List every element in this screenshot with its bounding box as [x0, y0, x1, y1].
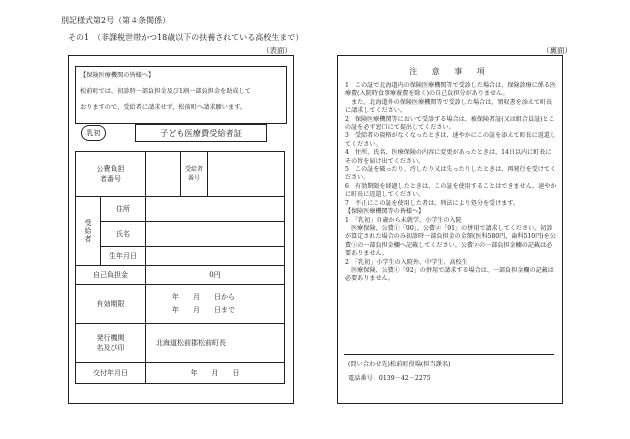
dob-field[interactable] — [146, 247, 285, 266]
contact-title: (問い合わせ先)松前町役場(担当課名) — [348, 361, 451, 368]
payer-number-label: 公費負担 者番号 — [76, 152, 146, 197]
note-item: 1 この証で北海道内の保険医療機関等で受診した場合は、保険診療に係る医療費(入院時食事療養費を除く)の自己負担分がありません。 — [345, 82, 557, 98]
form-reference: 別記様式第2号（第４条関係） — [61, 16, 171, 25]
front-side-label: （表面） — [262, 46, 292, 55]
provider-note-item: 2 「乳初」小学生の入院外、中学生、高校生 — [345, 258, 468, 266]
provider-notice-box — [75, 66, 287, 124]
form-subtitle: その1 （非課税世帯かつ18歳以下の扶養されている高校生まで） — [68, 33, 304, 42]
note-item: 3 受給者の資格がなくなったときは、速やかにこの証を添えて町長に返還してください。 — [345, 132, 557, 148]
recipient-table — [75, 151, 285, 384]
front-card — [68, 55, 294, 404]
provider-note-item: 医療保険、公費①「90」、公費②「91」の併用で請求してください。初診が算定された場合のみ初診時一部負担金の金額(医科580円、歯科510円)を公費①の一部負担金欄へ記載してください。公費②の一部負担金欄の記載は必要ありません。 — [345, 224, 556, 258]
provider-note-item: 1 「乳初」０歳から未就学、小学生の入院 — [345, 216, 462, 224]
address-field[interactable] — [146, 197, 285, 222]
provider-note-item: 医療保険、公費①「92」の併用で請求する場合は、一部負担金欄の記載は必要ありません。 — [345, 266, 554, 283]
address-label: 住所 — [101, 197, 146, 222]
payer-number-field[interactable] — [146, 152, 181, 197]
valid-period-label: 有効期限 — [76, 285, 146, 324]
contact-box — [344, 354, 554, 393]
issuer-value: 北海道松前郡松前町長 — [146, 324, 285, 363]
note-item: 2 保険医療機関等において受診する場合は、被保険者証(又は組合員証)とこの証を必ず窓口にて提出してください。 — [345, 115, 555, 132]
dob-label: 生年月日 — [101, 247, 146, 266]
recipient-number-field[interactable] — [208, 152, 285, 197]
issuer-label: 発行機関 名及び印 — [76, 324, 146, 363]
note-item: 5 この証を破ったり、汚したり又は失ったりしたときは、再発行を受けてください。 — [345, 166, 557, 182]
notice-line-2: おりますので、受給者に請求せず、松前町へ請求願います。 — [80, 104, 246, 111]
note-item: 4 住所、氏名、医療保険の内容に変更があったときは、14日以内に町長にその旨を届け出てください。 — [345, 149, 552, 165]
issue-date-label: 交付年月日 — [76, 363, 146, 384]
notice-title: 【保険医療機関の皆様へ】 — [80, 72, 155, 79]
provider-notes-title: 【保険医療機関等の皆様へ】 — [345, 208, 425, 216]
name-label: 氏名 — [101, 222, 146, 247]
recipient-number-label: 受給者 番号 — [181, 152, 208, 197]
issue-date-value: 年 月 日 — [146, 363, 285, 384]
note-item: また、北海道外の保険医療機関等で受診した場合は、領収書を添えて町長に請求してください。 — [345, 98, 553, 115]
card-title: 子ども医療費受給者証 — [135, 124, 267, 142]
seal-label: 乳初 — [81, 125, 106, 141]
back-side-label: （裏面） — [542, 46, 572, 55]
title-row — [75, 124, 285, 141]
note-item: 7 不正にこの証を使用した者は、刑法により処分を受けます。 — [345, 199, 520, 207]
recipient-section-label: 受給者 — [76, 197, 101, 266]
notes-list — [345, 82, 557, 284]
copay-label: 自己負担金 — [76, 266, 146, 285]
notice-line-1: 松前町では、初診時一部負担金及び1割一部負担金を助成して — [80, 88, 251, 95]
valid-from: 年 月 日から — [172, 292, 235, 301]
notes-title: 注 意 事 項 — [409, 67, 491, 76]
copay-value: 0円 — [146, 266, 285, 285]
name-field[interactable] — [146, 222, 285, 247]
valid-period-value — [146, 285, 285, 324]
note-item: 6 有効期限を経過したときは、この証を使用することはできません。速やかに町長に返還してください。 — [345, 182, 557, 199]
back-card — [337, 55, 563, 404]
contact-phone: 電話番号 0139－42－2275 — [348, 375, 431, 382]
valid-to: 年 月 日まで — [172, 306, 235, 314]
